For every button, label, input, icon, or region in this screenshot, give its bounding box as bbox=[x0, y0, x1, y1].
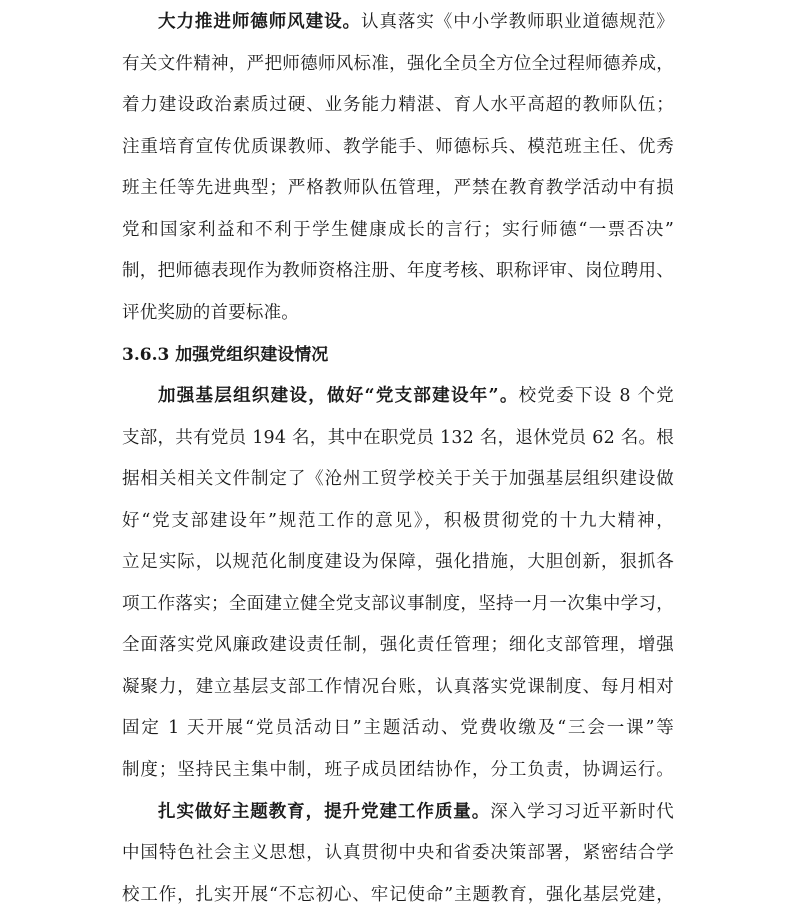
paragraph-line: 着力建设政治素质过硬、业务能力精湛、育人水平高超的教师队伍； bbox=[122, 95, 674, 115]
paragraph-text: 校党委下设 8 个党 bbox=[518, 386, 674, 406]
paragraph-lead-heading: 加强基层组织建设，做好“党支部建设年”。 bbox=[158, 386, 519, 406]
paragraph-text: 认真落实《中小学教师职业道德规范》 bbox=[361, 12, 674, 32]
paragraph-line: 立足实际，以规范化制度建设为保障，强化措施，大胆创新，狠抓各 bbox=[122, 552, 674, 572]
paragraph-text: 深入学习习近平新时代 bbox=[490, 802, 674, 822]
paragraph-lead-heading: 大力推进师德师风建设。 bbox=[158, 12, 362, 32]
paragraph-line: 固定 1 天开展“党员活动日”主题活动、党费收缴及“三会一课”等 bbox=[122, 718, 674, 738]
paragraph-line: 注重培育宣传优质课教师、教学能手、师德标兵、模范班主任、优秀 bbox=[122, 137, 674, 157]
paragraph-line: 校工作，扎实开展“不忘初心、牢记使命”主题教育，强化基层党建， bbox=[122, 885, 674, 905]
paragraph-line: 凝聚力，建立基层支部工作情况台账，认真落实党课制度、每月相对 bbox=[122, 677, 674, 697]
paragraph-line bbox=[158, 800, 674, 824]
paragraph-lead-heading: 扎实做好主题教育，提升党建工作质量。 bbox=[158, 802, 491, 822]
paragraph-line: 制，把师德表现作为教师资格注册、年度考核、职称评审、岗位聘用、 bbox=[122, 261, 674, 281]
paragraph-line: 评优奖励的首要标准。 bbox=[122, 303, 299, 323]
paragraph-line: 中国特色社会主义思想，认真贯彻中央和省委决策部署，紧密结合学 bbox=[122, 843, 674, 863]
paragraph-line: 好“党支部建设年”规范工作的意见》，积极贯彻党的十九大精神， bbox=[122, 511, 674, 531]
paragraph-line bbox=[158, 10, 674, 34]
paragraph-line: 制度；坚持民主集中制，班子成员团结协作，分工负责，协调运行。 bbox=[122, 760, 674, 780]
paragraph-line: 有关文件精神，严把师德师风标准，强化全员全方位全过程师德养成， bbox=[122, 54, 674, 74]
paragraph-line: 党和国家利益和不利于学生健康成长的言行；实行师德“一票否决” bbox=[122, 220, 674, 240]
paragraph-line: 据相关相关文件制定了《沧州工贸学校关于关于加强基层组织建设做 bbox=[122, 469, 674, 489]
section-heading: 3.6.3 加强党组织建设情况 bbox=[122, 345, 329, 365]
paragraph-line: 项工作落实；全面建立健全党支部议事制度，坚持一月一次集中学习， bbox=[122, 594, 674, 614]
paragraph-line bbox=[158, 384, 674, 408]
paragraph-line: 全面落实党风廉政建设责任制，强化责任管理；细化支部管理，增强 bbox=[122, 635, 674, 655]
paragraph-line: 支部，共有党员 194 名，其中在职党员 132 名，退休党员 62 名。根 bbox=[122, 428, 674, 448]
paragraph-line: 班主任等先进典型；严格教师队伍管理，严禁在教育教学活动中有损 bbox=[122, 178, 674, 198]
